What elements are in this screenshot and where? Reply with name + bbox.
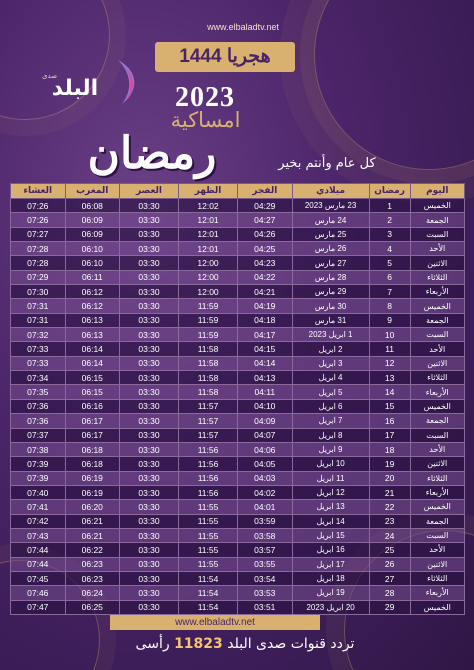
cell-gregorian-date: 11 ابريل: [292, 471, 369, 485]
cell-maghrib: 06:18: [65, 442, 119, 456]
cell-ramadan-day: 12: [369, 356, 410, 370]
cell-asr: 03:30: [120, 299, 179, 313]
cell-ramadan-day: 9: [369, 313, 410, 327]
cell-gregorian-date: 1 ابريل 2023: [292, 328, 369, 342]
table-row: [11, 313, 465, 327]
cell-asr: 03:30: [120, 586, 179, 600]
cell-maghrib: 06:09: [65, 227, 119, 241]
table-row: [11, 500, 465, 514]
cell-asr: 03:30: [120, 356, 179, 370]
cell-gregorian-date: 30 مارس: [292, 299, 369, 313]
cell-fajr: 04:22: [238, 270, 292, 284]
table-row: [11, 600, 465, 614]
table-row: [11, 571, 465, 585]
cell-maghrib: 06:22: [65, 543, 119, 557]
cell-isha: 07:26: [11, 199, 66, 213]
cell-gregorian-date: 27 مارس: [292, 256, 369, 270]
logo-swoosh-icon: [110, 58, 140, 106]
prayer-times-table: [10, 183, 465, 613]
cell-gregorian-date: 25 مارس: [292, 227, 369, 241]
cell-isha: 07:28: [11, 256, 66, 270]
cell-day: الاثنين: [410, 256, 464, 270]
table-row: [11, 399, 465, 413]
cell-maghrib: 06:17: [65, 414, 119, 428]
cell-isha: 07:44: [11, 557, 66, 571]
cell-dhuhr: 12:01: [179, 227, 238, 241]
cell-asr: 03:30: [120, 342, 179, 356]
cell-dhuhr: 11:56: [179, 485, 238, 499]
table-row: [11, 557, 465, 571]
cell-day: الاثنين: [410, 557, 464, 571]
cell-asr: 03:30: [120, 571, 179, 585]
cell-isha: 07:39: [11, 471, 66, 485]
cell-asr: 03:30: [120, 471, 179, 485]
cell-dhuhr: 11:59: [179, 328, 238, 342]
cell-maghrib: 06:09: [65, 213, 119, 227]
cell-day: السبت: [410, 528, 464, 542]
cell-fajr: 04:29: [238, 199, 292, 213]
cell-fajr: 04:15: [238, 342, 292, 356]
cell-asr: 03:30: [120, 428, 179, 442]
cell-isha: 07:35: [11, 385, 66, 399]
cell-asr: 03:30: [120, 543, 179, 557]
cell-dhuhr: 11:58: [179, 342, 238, 356]
cell-day: الجمعة: [410, 313, 464, 327]
cell-ramadan-day: 22: [369, 500, 410, 514]
cell-gregorian-date: 18 ابريل: [292, 571, 369, 585]
cell-asr: 03:30: [120, 399, 179, 413]
footer-suffix: رأسى: [135, 636, 170, 652]
cell-maghrib: 06:19: [65, 485, 119, 499]
cell-asr: 03:30: [120, 385, 179, 399]
hijri-year-badge: 1444 هجريا: [155, 42, 295, 72]
frequency-footer: [95, 636, 395, 652]
cell-ramadan-day: 17: [369, 428, 410, 442]
cell-asr: 03:30: [120, 485, 179, 499]
cell-maghrib: 06:13: [65, 328, 119, 342]
cell-isha: 07:33: [11, 356, 66, 370]
cell-ramadan-day: 28: [369, 586, 410, 600]
cell-fajr: 04:03: [238, 471, 292, 485]
cell-asr: 03:30: [120, 514, 179, 528]
cell-fajr: 03:57: [238, 543, 292, 557]
cell-fajr: 04:06: [238, 442, 292, 456]
cell-fajr: 04:18: [238, 313, 292, 327]
cell-ramadan-day: 19: [369, 457, 410, 471]
cell-ramadan-day: 5: [369, 256, 410, 270]
table-row: [11, 227, 465, 241]
cell-ramadan-day: 16: [369, 414, 410, 428]
cell-isha: 07:34: [11, 371, 66, 385]
cell-dhuhr: 11:54: [179, 586, 238, 600]
cell-isha: 07:40: [11, 485, 66, 499]
frequency-number: 11823: [174, 636, 223, 652]
cell-asr: 03:30: [120, 213, 179, 227]
cell-dhuhr: 11:58: [179, 371, 238, 385]
table-row: [11, 586, 465, 600]
table-row: [11, 543, 465, 557]
cell-maghrib: 06:18: [65, 457, 119, 471]
cell-dhuhr: 11:57: [179, 414, 238, 428]
cell-maghrib: 06:16: [65, 399, 119, 413]
cell-fajr: 03:51: [238, 600, 292, 614]
website-url-bar: www.elbaladtv.net: [110, 615, 320, 630]
cell-isha: 07:43: [11, 528, 66, 542]
cell-ramadan-day: 2: [369, 213, 410, 227]
cell-day: الأحد: [410, 543, 464, 557]
cell-maghrib: 06:21: [65, 528, 119, 542]
cell-isha: 07:32: [11, 328, 66, 342]
cell-gregorian-date: 6 ابريل: [292, 399, 369, 413]
cell-dhuhr: 11:54: [179, 571, 238, 585]
greeting-text: كل عام وأنتم بخير: [278, 156, 376, 171]
cell-day: الأربعاء: [410, 586, 464, 600]
cell-day: الجمعة: [410, 414, 464, 428]
cell-day: الأربعاء: [410, 385, 464, 399]
cell-day: الخميس: [410, 199, 464, 213]
cell-dhuhr: 11:56: [179, 471, 238, 485]
cell-dhuhr: 12:00: [179, 270, 238, 284]
cell-gregorian-date: 20 ابريل 2023: [292, 600, 369, 614]
cell-dhuhr: 11:55: [179, 500, 238, 514]
cell-ramadan-day: 25: [369, 543, 410, 557]
cell-dhuhr: 11:59: [179, 313, 238, 327]
cell-dhuhr: 11:54: [179, 600, 238, 614]
cell-gregorian-date: 14 ابريل: [292, 514, 369, 528]
cell-isha: 07:45: [11, 571, 66, 585]
cell-gregorian-date: 15 ابريل: [292, 528, 369, 542]
cell-gregorian-date: 12 ابريل: [292, 485, 369, 499]
cell-isha: 07:26: [11, 213, 66, 227]
mandala-ornament: [314, 0, 474, 170]
cell-maghrib: 06:19: [65, 471, 119, 485]
cell-fajr: 04:21: [238, 285, 292, 299]
cell-isha: 07:31: [11, 299, 66, 313]
cell-day: الأحد: [410, 442, 464, 456]
table-row: [11, 328, 465, 342]
cell-fajr: 04:11: [238, 385, 292, 399]
cell-fajr: 04:27: [238, 213, 292, 227]
cell-maghrib: 06:25: [65, 600, 119, 614]
cell-fajr: 04:02: [238, 485, 292, 499]
cell-dhuhr: 11:58: [179, 385, 238, 399]
cell-isha: 07:31: [11, 313, 66, 327]
cell-fajr: 04:05: [238, 457, 292, 471]
table-row: [11, 414, 465, 428]
cell-asr: 03:30: [120, 600, 179, 614]
cell-fajr: 04:26: [238, 227, 292, 241]
table-header-row: [11, 184, 465, 199]
table-row: [11, 485, 465, 499]
cell-dhuhr: 11:55: [179, 543, 238, 557]
cell-fajr: 04:01: [238, 500, 292, 514]
cell-gregorian-date: 4 ابريل: [292, 371, 369, 385]
cell-isha: 07:46: [11, 586, 66, 600]
table-row: [11, 457, 465, 471]
cell-maghrib: 06:10: [65, 242, 119, 256]
table-row: [11, 471, 465, 485]
cell-maghrib: 06:14: [65, 356, 119, 370]
cell-asr: 03:30: [120, 199, 179, 213]
ramadan-title: رمضان: [87, 128, 217, 179]
table-row: [11, 428, 465, 442]
cell-maghrib: 06:12: [65, 285, 119, 299]
cell-dhuhr: 12:00: [179, 256, 238, 270]
cell-maghrib: 06:23: [65, 571, 119, 585]
cell-asr: 03:30: [120, 313, 179, 327]
cell-day: الجمعة: [410, 514, 464, 528]
cell-gregorian-date: 16 ابريل: [292, 543, 369, 557]
cell-gregorian-date: 8 ابريل: [292, 428, 369, 442]
cell-gregorian-date: 28 مارس: [292, 270, 369, 284]
cell-ramadan-day: 20: [369, 471, 410, 485]
cell-fajr: 04:14: [238, 356, 292, 370]
cell-isha: 07:29: [11, 270, 66, 284]
cell-day: الأربعاء: [410, 485, 464, 499]
cell-ramadan-day: 15: [369, 399, 410, 413]
cell-ramadan-day: 14: [369, 385, 410, 399]
cell-dhuhr: 11:59: [179, 299, 238, 313]
cell-day: السبت: [410, 328, 464, 342]
cell-day: الثلاثاء: [410, 371, 464, 385]
cell-day: السبت: [410, 227, 464, 241]
cell-ramadan-day: 3: [369, 227, 410, 241]
cell-maghrib: 06:24: [65, 586, 119, 600]
cell-isha: 07:39: [11, 457, 66, 471]
cell-maghrib: 06:08: [65, 199, 119, 213]
logo-subtext: صدى: [42, 72, 58, 80]
table-row: [11, 514, 465, 528]
table-row: [11, 385, 465, 399]
cell-day: الثلاثاء: [410, 270, 464, 284]
cell-day: الأربعاء: [410, 285, 464, 299]
cell-isha: 07:37: [11, 428, 66, 442]
cell-ramadan-day: 10: [369, 328, 410, 342]
cell-ramadan-day: 7: [369, 285, 410, 299]
header-gregorian: ميلادي: [292, 184, 369, 199]
cell-ramadan-day: 27: [369, 571, 410, 585]
cell-maghrib: 06:10: [65, 256, 119, 270]
cell-dhuhr: 12:01: [179, 213, 238, 227]
cell-dhuhr: 11:57: [179, 428, 238, 442]
cell-isha: 07:38: [11, 442, 66, 456]
cell-dhuhr: 11:56: [179, 442, 238, 456]
cell-ramadan-day: 18: [369, 442, 410, 456]
cell-dhuhr: 11:55: [179, 528, 238, 542]
cell-gregorian-date: 17 ابريل: [292, 557, 369, 571]
cell-gregorian-date: 2 ابريل: [292, 342, 369, 356]
cell-fajr: 04:25: [238, 242, 292, 256]
cell-fajr: 04:09: [238, 414, 292, 428]
cell-maghrib: 06:12: [65, 299, 119, 313]
cell-ramadan-day: 11: [369, 342, 410, 356]
table-row: [11, 528, 465, 542]
cell-isha: 07:28: [11, 242, 66, 256]
table-row: [11, 213, 465, 227]
cell-day: الأحد: [410, 242, 464, 256]
cell-day: الأحد: [410, 342, 464, 356]
header-maghrib: المغرب: [65, 184, 119, 199]
cell-dhuhr: 12:00: [179, 285, 238, 299]
cell-isha: 07:47: [11, 600, 66, 614]
cell-ramadan-day: 23: [369, 514, 410, 528]
cell-asr: 03:30: [120, 528, 179, 542]
cell-isha: 07:42: [11, 514, 66, 528]
cell-ramadan-day: 8: [369, 299, 410, 313]
cell-day: الاثنين: [410, 356, 464, 370]
cell-gregorian-date: 23 مارس 2023: [292, 199, 369, 213]
imsakiya-title: امساكية: [170, 108, 241, 132]
cell-day: الخميس: [410, 600, 464, 614]
cell-asr: 03:30: [120, 442, 179, 456]
cell-fajr: 03:55: [238, 557, 292, 571]
cell-dhuhr: 12:01: [179, 242, 238, 256]
cell-day: الثلاثاء: [410, 571, 464, 585]
gregorian-year: 2023: [175, 82, 235, 113]
cell-fajr: 03:58: [238, 528, 292, 542]
cell-asr: 03:30: [120, 242, 179, 256]
table-row: [11, 256, 465, 270]
cell-asr: 03:30: [120, 557, 179, 571]
cell-asr: 03:30: [120, 371, 179, 385]
cell-gregorian-date: 19 ابريل: [292, 586, 369, 600]
cell-asr: 03:30: [120, 500, 179, 514]
cell-isha: 07:33: [11, 342, 66, 356]
cell-dhuhr: 12:02: [179, 199, 238, 213]
cell-gregorian-date: 5 ابريل: [292, 385, 369, 399]
cell-gregorian-date: 9 ابريل: [292, 442, 369, 456]
cell-maghrib: 06:15: [65, 385, 119, 399]
cell-isha: 07:41: [11, 500, 66, 514]
cell-maghrib: 06:15: [65, 371, 119, 385]
cell-isha: 07:44: [11, 543, 66, 557]
sada-elbalad-logo: [40, 58, 140, 110]
footer-text: تردد قنوات صدى البلد: [227, 636, 355, 652]
cell-maghrib: 06:17: [65, 428, 119, 442]
cell-fajr: 04:19: [238, 299, 292, 313]
cell-day: الجمعة: [410, 213, 464, 227]
table-body: [11, 199, 465, 615]
header-asr: العصر: [120, 184, 179, 199]
header-isha: العشاء: [11, 184, 66, 199]
table-row: [11, 199, 465, 213]
cell-asr: 03:30: [120, 256, 179, 270]
cell-isha: 07:36: [11, 399, 66, 413]
cell-fajr: 03:59: [238, 514, 292, 528]
cell-asr: 03:30: [120, 414, 179, 428]
cell-maghrib: 06:14: [65, 342, 119, 356]
cell-fajr: 04:13: [238, 371, 292, 385]
cell-ramadan-day: 13: [369, 371, 410, 385]
cell-maghrib: 06:13: [65, 313, 119, 327]
cell-maghrib: 06:23: [65, 557, 119, 571]
cell-asr: 03:30: [120, 227, 179, 241]
cell-dhuhr: 11:56: [179, 457, 238, 471]
cell-isha: 07:30: [11, 285, 66, 299]
cell-dhuhr: 11:57: [179, 399, 238, 413]
cell-asr: 03:30: [120, 270, 179, 284]
header-day: اليوم: [410, 184, 464, 199]
table-row: [11, 342, 465, 356]
cell-maghrib: 06:21: [65, 514, 119, 528]
cell-asr: 03:30: [120, 457, 179, 471]
table-row: [11, 285, 465, 299]
header-ramadan: رمضان: [369, 184, 410, 199]
header-dhuhr: الظهر: [179, 184, 238, 199]
cell-gregorian-date: 26 مارس: [292, 242, 369, 256]
cell-dhuhr: 11:58: [179, 356, 238, 370]
cell-gregorian-date: 10 ابريل: [292, 457, 369, 471]
cell-isha: 07:36: [11, 414, 66, 428]
cell-maghrib: 06:11: [65, 270, 119, 284]
table-row: [11, 299, 465, 313]
cell-fajr: 04:07: [238, 428, 292, 442]
cell-gregorian-date: 3 ابريل: [292, 356, 369, 370]
cell-day: الخميس: [410, 500, 464, 514]
table-row: [11, 442, 465, 456]
cell-fajr: 04:23: [238, 256, 292, 270]
cell-gregorian-date: 13 ابريل: [292, 500, 369, 514]
cell-fajr: 03:54: [238, 571, 292, 585]
cell-ramadan-day: 6: [369, 270, 410, 284]
header-fajr: الفجر: [238, 184, 292, 199]
table-row: [11, 242, 465, 256]
cell-gregorian-date: 7 ابريل: [292, 414, 369, 428]
cell-day: الاثنين: [410, 457, 464, 471]
cell-gregorian-date: 31 مارس: [292, 313, 369, 327]
table-row: [11, 371, 465, 385]
cell-maghrib: 06:20: [65, 500, 119, 514]
cell-dhuhr: 11:55: [179, 514, 238, 528]
cell-day: الخميس: [410, 299, 464, 313]
cell-day: الخميس: [410, 399, 464, 413]
cell-ramadan-day: 21: [369, 485, 410, 499]
cell-gregorian-date: 24 مارس: [292, 213, 369, 227]
cell-ramadan-day: 29: [369, 600, 410, 614]
cell-fajr: 03:53: [238, 586, 292, 600]
cell-fajr: 04:17: [238, 328, 292, 342]
cell-ramadan-day: 26: [369, 557, 410, 571]
cell-day: السبت: [410, 428, 464, 442]
cell-ramadan-day: 24: [369, 528, 410, 542]
cell-ramadan-day: 4: [369, 242, 410, 256]
cell-ramadan-day: 1: [369, 199, 410, 213]
cell-day: الثلاثاء: [410, 471, 464, 485]
cell-asr: 03:30: [120, 328, 179, 342]
cell-fajr: 04:10: [238, 399, 292, 413]
cell-gregorian-date: 29 مارس: [292, 285, 369, 299]
website-url: www.elbaladtv.net: [207, 22, 279, 32]
table-row: [11, 356, 465, 370]
logo-text: البلد: [51, 76, 99, 101]
table-row: [11, 270, 465, 284]
cell-isha: 07:27: [11, 227, 66, 241]
cell-dhuhr: 11:55: [179, 557, 238, 571]
cell-asr: 03:30: [120, 285, 179, 299]
